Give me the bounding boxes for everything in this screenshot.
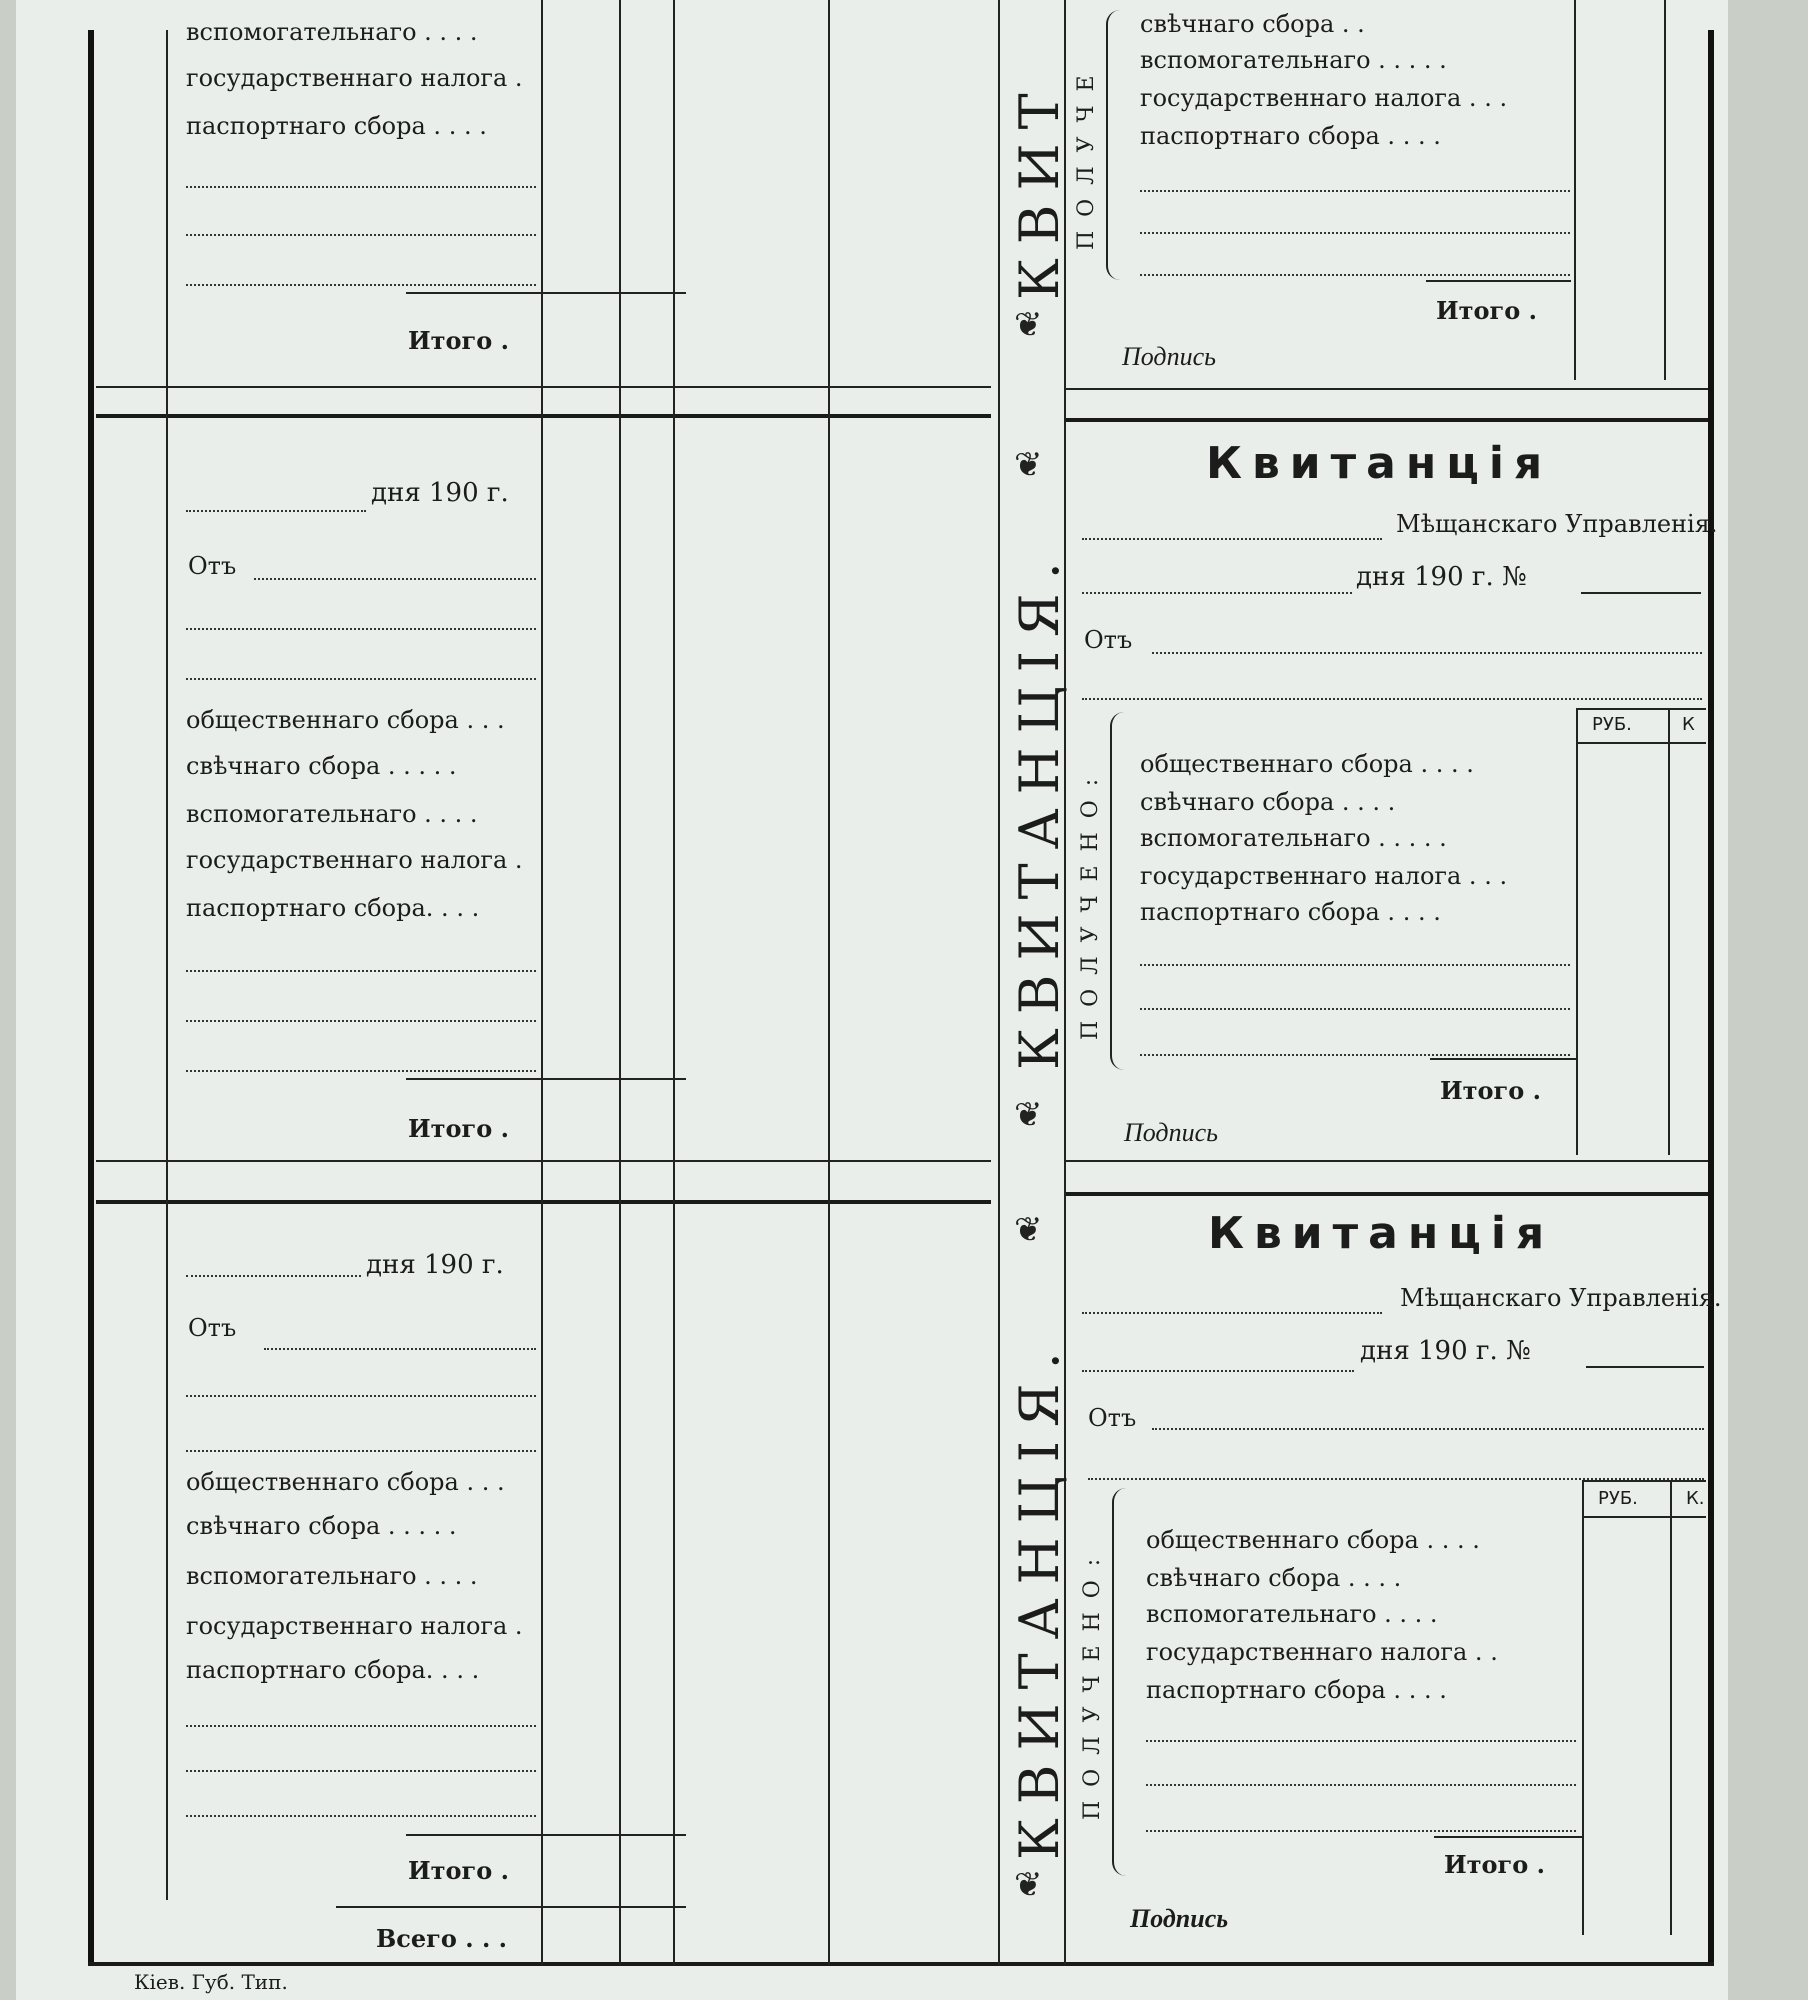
bottom-border bbox=[88, 1962, 1714, 1966]
stub-item: государственнаго налога . bbox=[186, 1612, 523, 1640]
divider bbox=[1066, 388, 1708, 390]
sum-line bbox=[336, 1906, 686, 1908]
receipt-title: Квитанція bbox=[1206, 438, 1553, 489]
blank-line bbox=[186, 1725, 536, 1727]
stub-total-label: Итого . bbox=[408, 326, 509, 355]
blank-line bbox=[186, 1815, 536, 1817]
blank-line bbox=[1146, 1830, 1576, 1832]
receipt-item: свѣчнаго сбора . . . . bbox=[1146, 1564, 1402, 1592]
stub-item: общественнаго сбора . . . bbox=[186, 706, 505, 734]
spine-caption-middle: КВИТАНЦІЯ. bbox=[1008, 548, 1071, 1070]
table-header-line bbox=[1582, 1480, 1706, 1482]
receipt-item: паспортнаго сбора . . . . bbox=[1146, 1676, 1447, 1704]
ornament-icon: ❦ bbox=[1014, 1210, 1043, 1250]
blank-line bbox=[186, 970, 536, 972]
blank-line bbox=[186, 1070, 536, 1072]
stub-grand-total-label: Всего . . . bbox=[376, 1924, 508, 1953]
stub-total-label: Итого . bbox=[408, 1856, 509, 1885]
received-label: ПОЛУЧЕНО: bbox=[1080, 1544, 1105, 1820]
blank-line bbox=[186, 628, 536, 630]
receipt-item: вспомогательнаго . . . . . bbox=[1140, 824, 1447, 852]
signature-label: Подпись bbox=[1130, 1904, 1229, 1933]
blank-line bbox=[1140, 964, 1570, 966]
receipt-item: паспортнаго сбора . . . . bbox=[1140, 122, 1441, 150]
receipt-item: общественнаго сбора . . . . bbox=[1140, 750, 1474, 778]
table-header-line bbox=[1576, 708, 1706, 710]
divider bbox=[96, 1200, 991, 1204]
divider bbox=[96, 414, 991, 418]
blank-line bbox=[1140, 232, 1570, 234]
printer-imprint: Кіев. Губ. Тип. bbox=[134, 1970, 288, 1994]
stub-item: свѣчнаго сбора . . . . . bbox=[186, 1512, 457, 1540]
table-header-line bbox=[1582, 1516, 1706, 1518]
receipt-column-line bbox=[1576, 710, 1578, 1155]
ornament-icon: ❦ bbox=[1014, 305, 1043, 345]
blank-line bbox=[1140, 1054, 1570, 1056]
sum-line bbox=[1430, 1058, 1576, 1060]
blank-line bbox=[186, 1770, 536, 1772]
sum-line bbox=[406, 1834, 686, 1836]
stub-item: государственнаго налога . bbox=[186, 64, 523, 92]
date-blank bbox=[1082, 592, 1352, 594]
stub-item: паспортнаго сбора. . . . bbox=[186, 1656, 480, 1684]
stub-column-line bbox=[673, 0, 675, 1965]
blank-line bbox=[186, 1020, 536, 1022]
blank-line bbox=[1140, 274, 1570, 276]
stub-column-line bbox=[541, 0, 543, 1965]
brace bbox=[1112, 1488, 1128, 1876]
stub-total-label: Итого . bbox=[408, 1114, 509, 1143]
spine-caption-upper: КВИТ bbox=[1008, 79, 1071, 300]
receipt-title: Квитанція bbox=[1208, 1208, 1555, 1259]
from-blank bbox=[254, 578, 536, 580]
kop-column-header: К. bbox=[1686, 1488, 1705, 1509]
receipt-column-line bbox=[1670, 1480, 1672, 1935]
stub-column-line bbox=[828, 0, 830, 1965]
kop-column-header: К bbox=[1682, 714, 1695, 735]
stub-date-label: дня 190 г. bbox=[371, 478, 509, 508]
left-border bbox=[88, 30, 94, 1965]
from-blank bbox=[1152, 1428, 1704, 1430]
ornament-icon: ❦ bbox=[1014, 1095, 1043, 1135]
blank-line bbox=[186, 1395, 536, 1397]
office-label: Мѣщанскаго Управленія. bbox=[1396, 510, 1718, 538]
divider bbox=[96, 1160, 991, 1162]
sum-line bbox=[1434, 1836, 1582, 1838]
brace bbox=[1110, 712, 1126, 1070]
blank-line bbox=[1146, 1740, 1576, 1742]
stub-column-line bbox=[619, 0, 621, 1965]
receipt-item: государственнаго налога . . . bbox=[1140, 84, 1508, 112]
signature-label: Подпись bbox=[1124, 1118, 1218, 1147]
divider bbox=[1066, 1192, 1708, 1196]
receipt-item: общественнаго сбора . . . . bbox=[1146, 1526, 1480, 1554]
receipt-column-line bbox=[1664, 0, 1666, 380]
number-blank bbox=[1581, 592, 1701, 594]
stub-item: вспомогательнаго . . . . bbox=[186, 18, 478, 46]
stub-item: паспортнаго сбора . . . . bbox=[186, 112, 487, 140]
blank-line bbox=[186, 678, 536, 680]
blank-line bbox=[186, 234, 536, 236]
table-header-line bbox=[1576, 742, 1706, 744]
date-blank bbox=[186, 1275, 361, 1277]
divider bbox=[1066, 418, 1708, 422]
receipt-column-line bbox=[1582, 1480, 1584, 1935]
stub-from-label: Отъ bbox=[188, 552, 237, 580]
receipt-column-line bbox=[1668, 710, 1670, 1155]
blank-line bbox=[1146, 1784, 1576, 1786]
from-blank bbox=[264, 1348, 536, 1350]
stub-item: общественнаго сбора . . . bbox=[186, 1468, 505, 1496]
signature-label: Подпись bbox=[1122, 342, 1216, 371]
receipt-item: свѣчнаго сбора . . . . bbox=[1140, 788, 1396, 816]
spine-caption-lower: КВИТАНЦІЯ. bbox=[1008, 1338, 1071, 1860]
stub-from-label: Отъ bbox=[188, 1314, 237, 1342]
date-blank bbox=[186, 510, 366, 512]
receipt-date-label: дня 190 г. № bbox=[1360, 1336, 1531, 1366]
received-label: ПОЛУЧЕНО: bbox=[1078, 764, 1103, 1040]
stub-item: вспомогательнаго . . . . bbox=[186, 1562, 478, 1590]
number-blank bbox=[1586, 1366, 1704, 1368]
blank-line bbox=[1082, 698, 1702, 700]
blank-line bbox=[186, 284, 536, 286]
receipt-form-sheet bbox=[16, 0, 1728, 2000]
stub-item: паспортнаго сбора. . . . bbox=[186, 894, 480, 922]
blank-line bbox=[1140, 190, 1570, 192]
spine-left-line bbox=[998, 0, 1000, 1965]
receipt-column-line bbox=[1574, 0, 1576, 380]
received-label: ПОЛУЧЕ bbox=[1074, 61, 1099, 250]
receipt-item: государственнаго налога . . bbox=[1146, 1638, 1498, 1666]
receipt-total-label: Итого . bbox=[1440, 1076, 1541, 1105]
receipt-from-label: Отъ bbox=[1088, 1404, 1137, 1432]
brace bbox=[1106, 10, 1122, 280]
office-label: Мѣщанскаго Управленія. bbox=[1400, 1284, 1722, 1312]
blank-line bbox=[186, 186, 536, 188]
divider bbox=[96, 386, 991, 388]
blank-line bbox=[1140, 1008, 1570, 1010]
receipt-item: паспортнаго сбора . . . . bbox=[1140, 898, 1441, 926]
receipt-item: вспомогательнаго . . . . . bbox=[1140, 46, 1447, 74]
receipt-total-label: Итого . bbox=[1436, 296, 1537, 325]
office-blank bbox=[1082, 1312, 1382, 1314]
ornament-icon: ❦ bbox=[1014, 1865, 1043, 1905]
date-blank bbox=[1082, 1370, 1354, 1372]
stub-item: вспомогательнаго . . . . bbox=[186, 800, 478, 828]
divider bbox=[1066, 1160, 1708, 1162]
stub-date-label: дня 190 г. bbox=[366, 1250, 504, 1280]
blank-line bbox=[186, 1450, 536, 1452]
stub-item: государственнаго налога . bbox=[186, 846, 523, 874]
receipt-item: свѣчнаго сбора . . bbox=[1140, 10, 1365, 38]
sum-line bbox=[406, 1078, 686, 1080]
rub-column-header: РУБ. bbox=[1598, 1488, 1638, 1509]
stub-column-line bbox=[166, 30, 168, 1900]
stub-item: свѣчнаго сбора . . . . . bbox=[186, 752, 457, 780]
rub-column-header: РУБ. bbox=[1592, 714, 1632, 735]
sum-line bbox=[406, 292, 686, 294]
receipt-item: вспомогательнаго . . . . bbox=[1146, 1600, 1438, 1628]
receipt-date-label: дня 190 г. № bbox=[1356, 562, 1527, 592]
receipt-item: государственнаго налога . . . bbox=[1140, 862, 1508, 890]
sum-line bbox=[1426, 280, 1571, 282]
office-blank bbox=[1082, 538, 1382, 540]
from-blank bbox=[1152, 652, 1702, 654]
receipt-from-label: Отъ bbox=[1084, 626, 1133, 654]
ornament-icon: ❦ bbox=[1014, 445, 1043, 485]
right-border bbox=[1708, 30, 1714, 1965]
receipt-total-label: Итого . bbox=[1444, 1850, 1545, 1879]
